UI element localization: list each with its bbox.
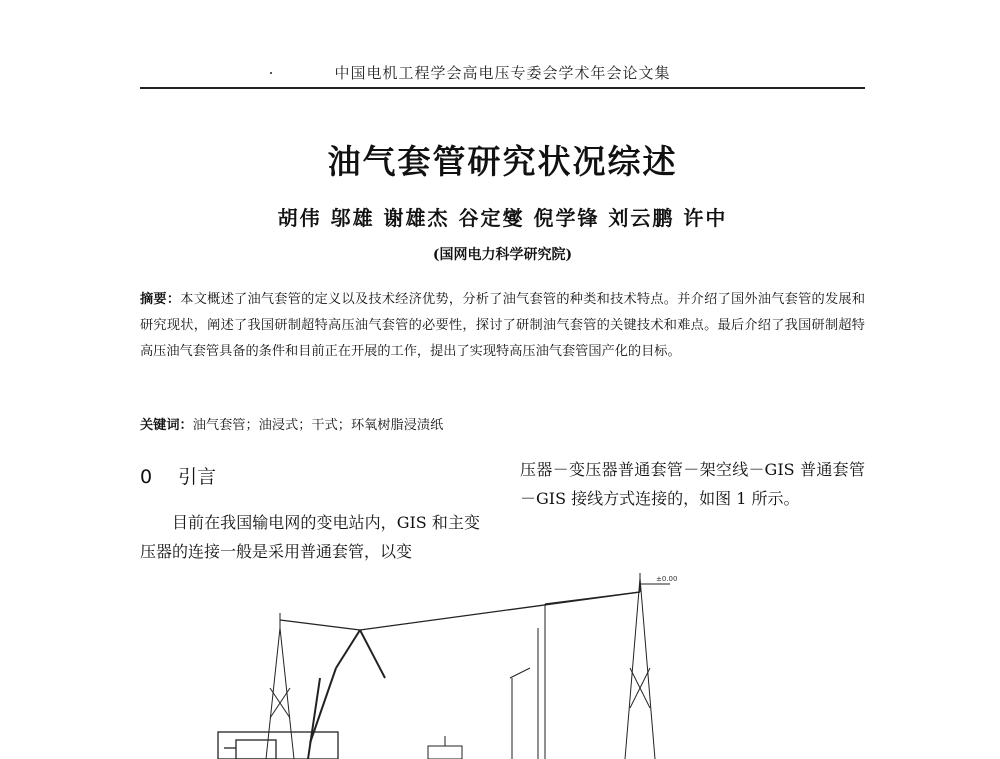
section-number: 0	[140, 466, 153, 488]
transformer	[218, 732, 338, 759]
section-heading	[140, 462, 216, 489]
header-rule	[140, 87, 865, 89]
substation-figure	[200, 568, 880, 759]
middle-mast	[510, 604, 545, 759]
gis-equipment	[428, 736, 462, 759]
insulator-string	[308, 630, 385, 759]
running-head: 中国电机工程学会高电压专委会学术年会论文集	[334, 64, 671, 82]
right-tower	[625, 573, 670, 759]
scan-dot	[270, 72, 272, 74]
keywords-label: 关键词：	[140, 418, 193, 433]
left-tower	[266, 613, 294, 759]
abstract-text: 本文概述了油气套管的定义以及技术经济优势，分析了油气套管的种类和技术特点。并介绍了国外油气套管的发展和研究现状，阐述了我国研制超特高压油气套管的必要性，探讨了研制油气套管的关键技术和难点。最后介绍了我国研制超特高压油气套管具备的条件和目前正在开展的工作，提出了实现特高压油气套管国产化的目标。	[140, 292, 866, 359]
elevation-label: ±0.00	[656, 575, 678, 583]
section-title: 引言	[178, 466, 217, 488]
paper-title: 油气套管研究状况综述	[327, 142, 678, 181]
body-text-left: 目前在我国输电网的变电站内，GIS 和主变压器的连接一般是采用普通套管，以变	[140, 513, 480, 561]
body-text-right: 压器－变压器普通套管－架空线－GIS 普通套管－GIS 接线方式连接的，如图 1 所示。	[520, 460, 865, 508]
overhead-line	[280, 592, 640, 630]
affiliation: (国网电力科学研究院)	[432, 247, 573, 263]
abstract	[140, 287, 865, 365]
keywords	[140, 414, 865, 433]
abstract-label: 摘要：	[140, 292, 181, 307]
authors: 胡伟 邬雄 谢雄杰 谷定燮 倪学锋 刘云鹏 许中	[277, 206, 728, 230]
keywords-text: 油气套管；油浸式；干式；环氧树脂浸渍纸	[192, 418, 444, 433]
